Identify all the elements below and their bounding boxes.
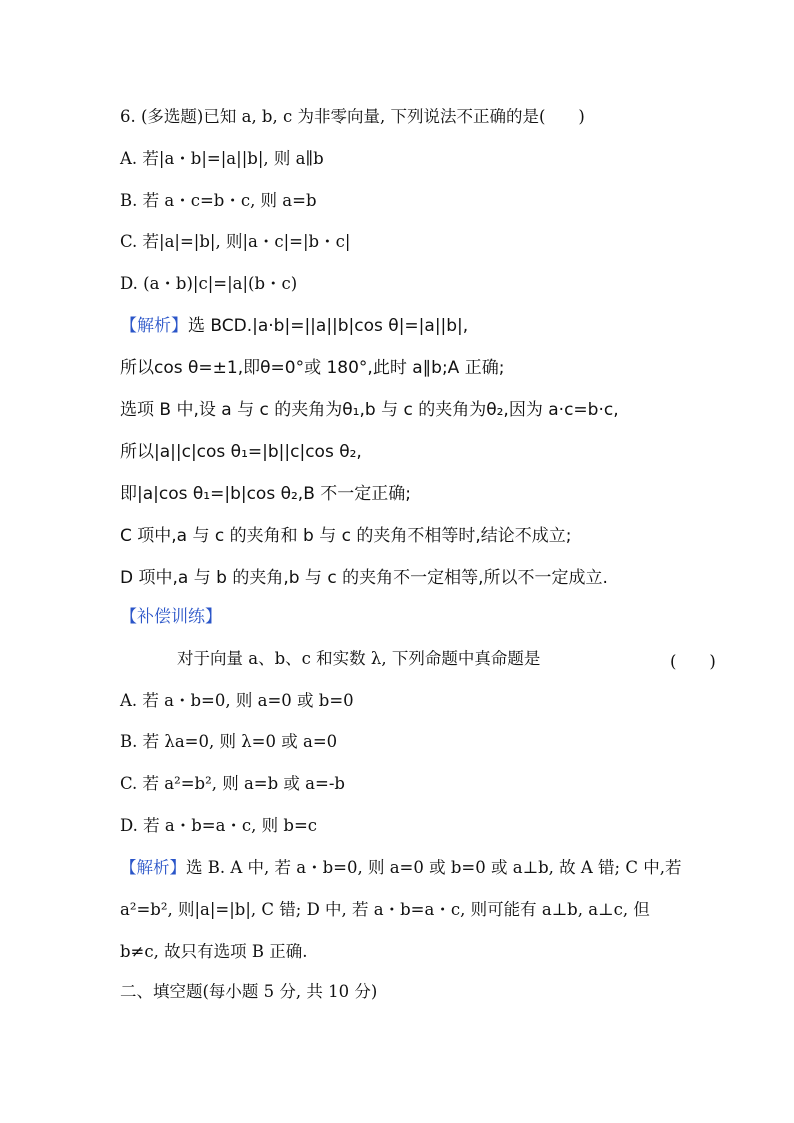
analysis-text: 选 B. A 中, 若 a・b=0, 则 a=0 或 b=0 或 a⊥b, 故 A 错; C 中,若 (186, 858, 682, 877)
compensation-stem: 对于向量 a、b、c 和实数 λ, 下列命题中真命题是 (177, 649, 541, 668)
compensation-analysis-line-3: b≠c, 故只有选项 B 正确. (120, 942, 308, 961)
compensation-heading: 【补偿训练】 (120, 607, 222, 627)
q6-analysis-line-6: C 项中,a 与 c 的夹角和 b 与 c 的夹角不相等时,结论不成立; (120, 526, 572, 546)
q6-analysis-line-1 (120, 315, 468, 337)
question-6-stem: 6. (多选题)已知 a, b, c 为非零向量, 下列说法不正确的是( ) (120, 107, 585, 126)
q6-option-d: D. (a・b)|c|=|a|(b・c) (120, 274, 298, 293)
compensation-option-d: D. 若 a・b=a・c, 则 b=c (120, 816, 318, 835)
compensation-analysis-line-2: a²=b², 则|a|=|b|, C 错; D 中, 若 a・b=a・c, 则可能有 a⊥b, a⊥c, 但 (120, 900, 650, 919)
compensation-analysis-line-1 (120, 857, 681, 879)
compensation-answer-paren: ( ) (670, 652, 716, 671)
analysis-tag: 【解析】 (120, 858, 186, 877)
analysis-tag: 【解析】 (120, 316, 188, 336)
q6-analysis-line-4: 所以|a||c|cos θ₁=|b||c|cos θ₂, (120, 442, 362, 462)
section-2-heading: 二、填空题(每小题 5 分, 共 10 分) (120, 982, 378, 1001)
compensation-option-b: B. 若 λa=0, 则 λ=0 或 a=0 (120, 732, 338, 751)
q6-analysis-line-3: 选项 B 中,设 a 与 c 的夹角为θ₁,b 与 c 的夹角为θ₂,因为 a·c=b·c, (120, 400, 619, 420)
q6-analysis-line-2: 所以cos θ=±1,即θ=0°或 180°,此时 a∥b;A 正确; (120, 358, 505, 378)
compensation-option-c: C. 若 a²=b², 则 a=b 或 a=-b (120, 774, 345, 793)
q6-option-b: B. 若 a・c=b・c, 则 a=b (120, 191, 317, 210)
q6-option-a: A. 若|a・b|=|a||b|, 则 a∥b (120, 149, 324, 168)
analysis-text: 选 BCD.|a·b|=||a||b|cos θ|=|a||b|, (188, 316, 469, 336)
q6-analysis-line-7: D 项中,a 与 b 的夹角,b 与 c 的夹角不一定相等,所以不一定成立. (120, 568, 608, 588)
q6-option-c: C. 若|a|=|b|, 则|a・c|=|b・c| (120, 232, 351, 251)
compensation-option-a: A. 若 a・b=0, 则 a=0 或 b=0 (120, 691, 354, 710)
q6-analysis-line-5: 即|a|cos θ₁=|b|cos θ₂,B 不一定正确; (120, 484, 412, 504)
